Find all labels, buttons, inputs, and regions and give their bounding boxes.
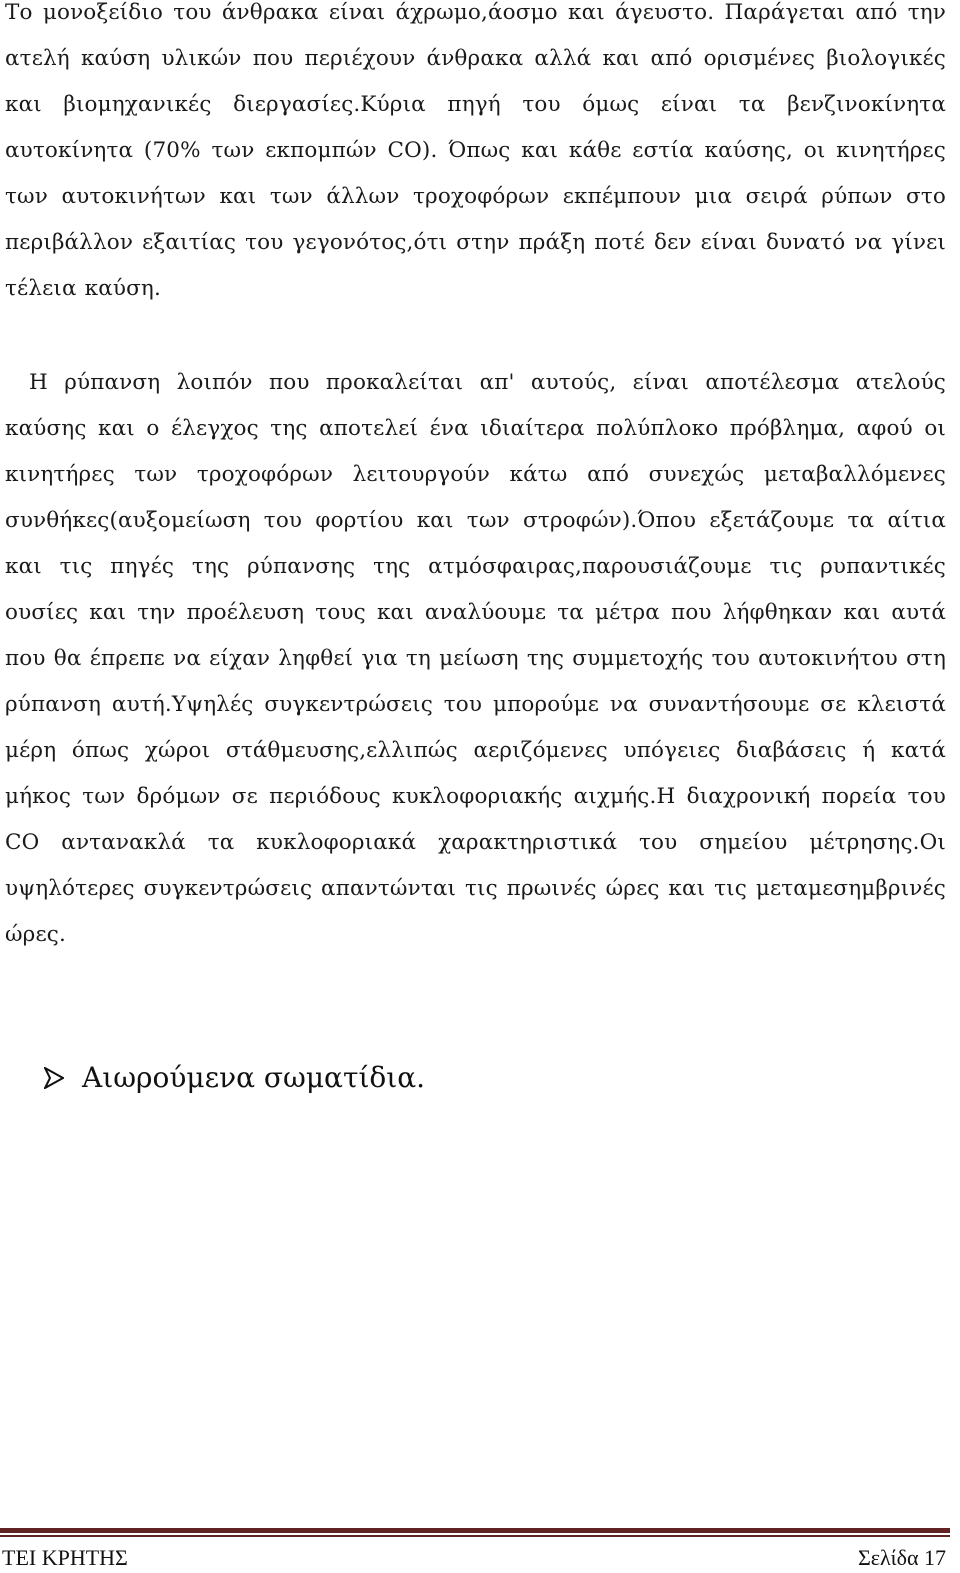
body-paragraph-2: Η ρύπανση λοιπόν που προκαλείται απ' αυτούς, είναι αποτέλεσμα ατελούς καύσης και ο έλεγχος της αποτελεί ένα ιδιαίτερα πολύπλοκο πρόβλημα, αφού οι κινητήρες των τροχοφόρων λειτουργούν κάτω από συνεχώς μεταβαλλόμενες συνθήκες(αυξομείωση του φορτίου και των στροφών).Όπου εξετάζουμε τα αίτια και τις πηγές της ρύπανσης της ατμόσφαιρας,παρουσιάζουμε τις ρυπαντικές ουσίες και την προέλευση τους και αναλύουμε τα μέτρα που λήφθηκαν και αυτά που θα έπρεπε να είχαν ληφθεί για τη μείωση της συμμετοχής του αυτοκινήτου στη ρύπανση αυτή.Υψηλές συγκεντρώσεις του μπορούμε να συναντήσουμε σε κλειστά μέρη όπως χώροι στάθμευσης,ελλιπώς αεριζόμενες υπόγειες διαβάσεις ή κατά μήκος των δρόμων σε περιόδους κυκλοφοριακής αιχμής.Η διαχρονική πορεία του CO αντανακλά τα κυκλοφοριακά χαρακτηριστικά του σημείου μέτρησης.Οι υψηλότερες συγκεντρώσεις απαντώνται τις πρωινές ώρες και τις μεταμεσημβρινές ώρες. [5, 370, 946, 947]
bullet-heading-text: Αιωρούμενα σωματίδια. [82, 1061, 426, 1094]
footer-institution: ΤΕΙ ΚΡΗΤΗΣ [2, 1545, 128, 1570]
footer-rule-thick [0, 1528, 950, 1533]
body-paragraph-1: Το μονοξείδιο του άνθρακα είναι άχρωμο,άοσμο και άγευστο. Παράγεται από την ατελή καύση υλικών που περιέχουν άνθρακα αλλά και από ορισμένες βιολογικές και βιομηχανικές διεργασίες.Κύρια πηγή του όμως είναι τα βενζινοκίνητα αυτοκίνητα (70% των εκπομπών CO). Όπως και κάθε εστία καύσης, οι κινητήρες των αυτοκινήτων και των άλλων τροχοφόρων εκπέμπουν μια σειρά ρύπων στο περιβάλλον εξαιτίας του γεγονότος,ότι στην πράξη ποτέ δεν είναι δυνατό να γίνει τέλεια καύση. [5, 0, 946, 301]
bullet-heading [44, 1056, 425, 1100]
arrowhead-bullet-icon [44, 1067, 64, 1089]
footer-rule-thin [0, 1535, 950, 1537]
footer-page-number: Σελίδα 17 [857, 1545, 946, 1570]
